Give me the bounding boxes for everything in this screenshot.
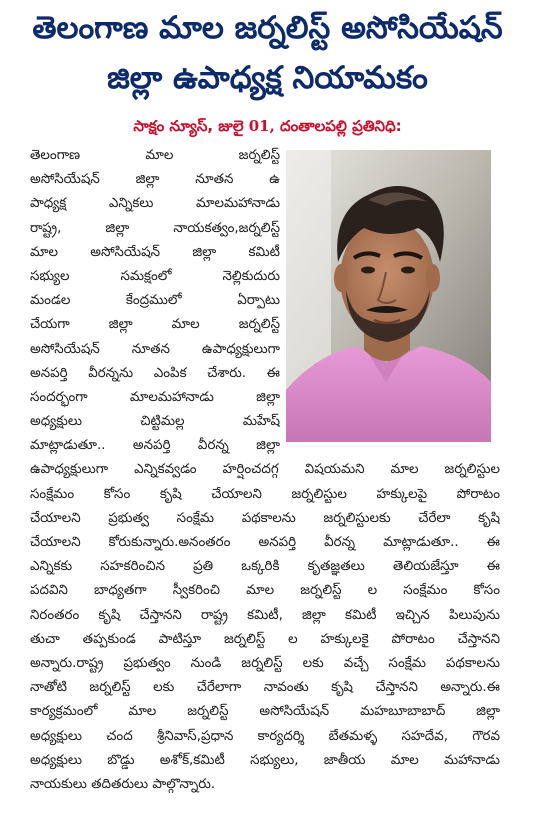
body-line: చేయగా జిల్లా మాల జర్నలిస్ట్ <box>30 317 280 333</box>
dateline-prefix: సాక్షం న్యూస్, జులై <box>133 117 244 135</box>
body-line: రాష్ట్ర, జిల్లా నాయకత్వం,జర్నలిస్ట్ <box>30 220 280 236</box>
body-line: తెలంగాణ మాల జర్నలిస్ట్ <box>30 148 280 163</box>
article-body <box>30 144 500 797</box>
body-line: ఉపాధ్యక్షులుగా ఎన్నికవ్వడం హర్షించదగ్గ విషయమని మాల జర్నలిస్టుల <box>30 462 500 478</box>
body-line: అన్నారు.రాష్ట్ర ప్రభుత్వం నుండి జర్నలిస్ట్ లకు వచ్చే సంక్షేమ పథకాలను <box>30 655 500 671</box>
body-line: పాధ్యక్ష ఎన్నికలు మాలమహానాడు <box>30 196 280 212</box>
body-line: మాట్లాడుతూ.. అనపర్తి వీరన్న జిల్లా <box>30 438 280 454</box>
headline-line-1: తెలంగాణ మాల జర్నలిస్ట్ అసోసియేషన్ <box>32 10 503 46</box>
body-line: కార్యక్రమంలో మాల జర్నలిస్ట్ అసోసియేషన్ మహబూబాబాద్ జిల్లా <box>30 704 500 720</box>
body-line: సంక్షేమం కోసం కృషి చేయాలని జర్నలిస్టుల హక్కులపై పోరాటం <box>30 486 500 502</box>
headline-line-2: జిల్లా ఉపాధ్యక్ష నియామకం <box>107 60 428 96</box>
dateline <box>0 117 535 139</box>
body-line: అనపర్తి వీరన్నను ఎంపిక చేశారు. ఈ <box>30 365 280 381</box>
body-line: తుచా తప్పకుండ పాటిస్తూ జర్నలిస్ట్ ల హక్కులకై పోరాటం చేస్తానని <box>30 631 500 647</box>
body-line: సభ్యుల సమక్షంలో నెల్లికుదురు <box>30 268 280 284</box>
body-line: ఎన్నికకు సహకరించిన ప్రతి ఒక్కరికి కృతజ్ఞతలు తెలియజేస్తూ ఈ <box>30 559 500 575</box>
body-line: అధ్యక్షులు చిట్టిమల్ల మహేష్ <box>30 414 280 430</box>
body-line: నాయకులు తదితరులు పాల్గొన్నారు. <box>30 776 216 792</box>
body-line: అసోసియేషన్ నూతన ఉపాధ్యక్షులుగా <box>30 341 280 357</box>
dateline-suffix: దంతాలపల్లి ప్రతినిధి: <box>280 117 402 135</box>
dateline-day: 01, <box>248 117 275 135</box>
body-line: సందర్భంగా మాలమహానాడు జిల్లా <box>30 389 280 405</box>
body-line: మండల కేంద్రములో ఏర్పాటు <box>30 293 280 309</box>
body-line: పదవిని బాధ్యతగా స్వీకరించి మాల జర్నలిస్ట్ ల సంక్షేమం కోసం <box>30 583 500 599</box>
body-line: అధ్యక్షులు చంద శ్రీనివాస్,ప్రధాన కార్యదర్శి బేతమళ్ళ సహదేవ, గౌరవ <box>30 728 500 744</box>
body-line: చేయాలని కోరుకున్నారు.అనంతరం అనపర్తి వీరన్న మాట్లాడుతూ.. ఈ <box>30 535 500 550</box>
body-line: నాతోటి జర్నలిస్ట్ లకు చేరేలాగా నావంతు కృషి చేస్తానని అన్నారు.ఈ <box>30 680 500 696</box>
body-line: నిరంతరం కృషి చేస్తానని రాష్ట్ర కమిటీ, జిల్లా కమిటీ ఇచ్చిన పిలుపును <box>30 607 500 623</box>
body-line: చేయాలని ప్రభుత్వ సంక్షేమ పథకాలను జర్నలిస్టులకు చేరేలా కృషి <box>30 510 500 526</box>
body-line: అధ్యక్షులు బొడ్డు అశోక్,కమిటీ సభ్యులు, జాతీయ మాల మహానాడు <box>30 752 500 768</box>
body-line: అసోసియేషన్ జిల్లా నూతన ఉ <box>30 172 280 188</box>
body-line: మాల అసోసియేషన్ జిల్లా కమిటీ <box>30 244 280 260</box>
